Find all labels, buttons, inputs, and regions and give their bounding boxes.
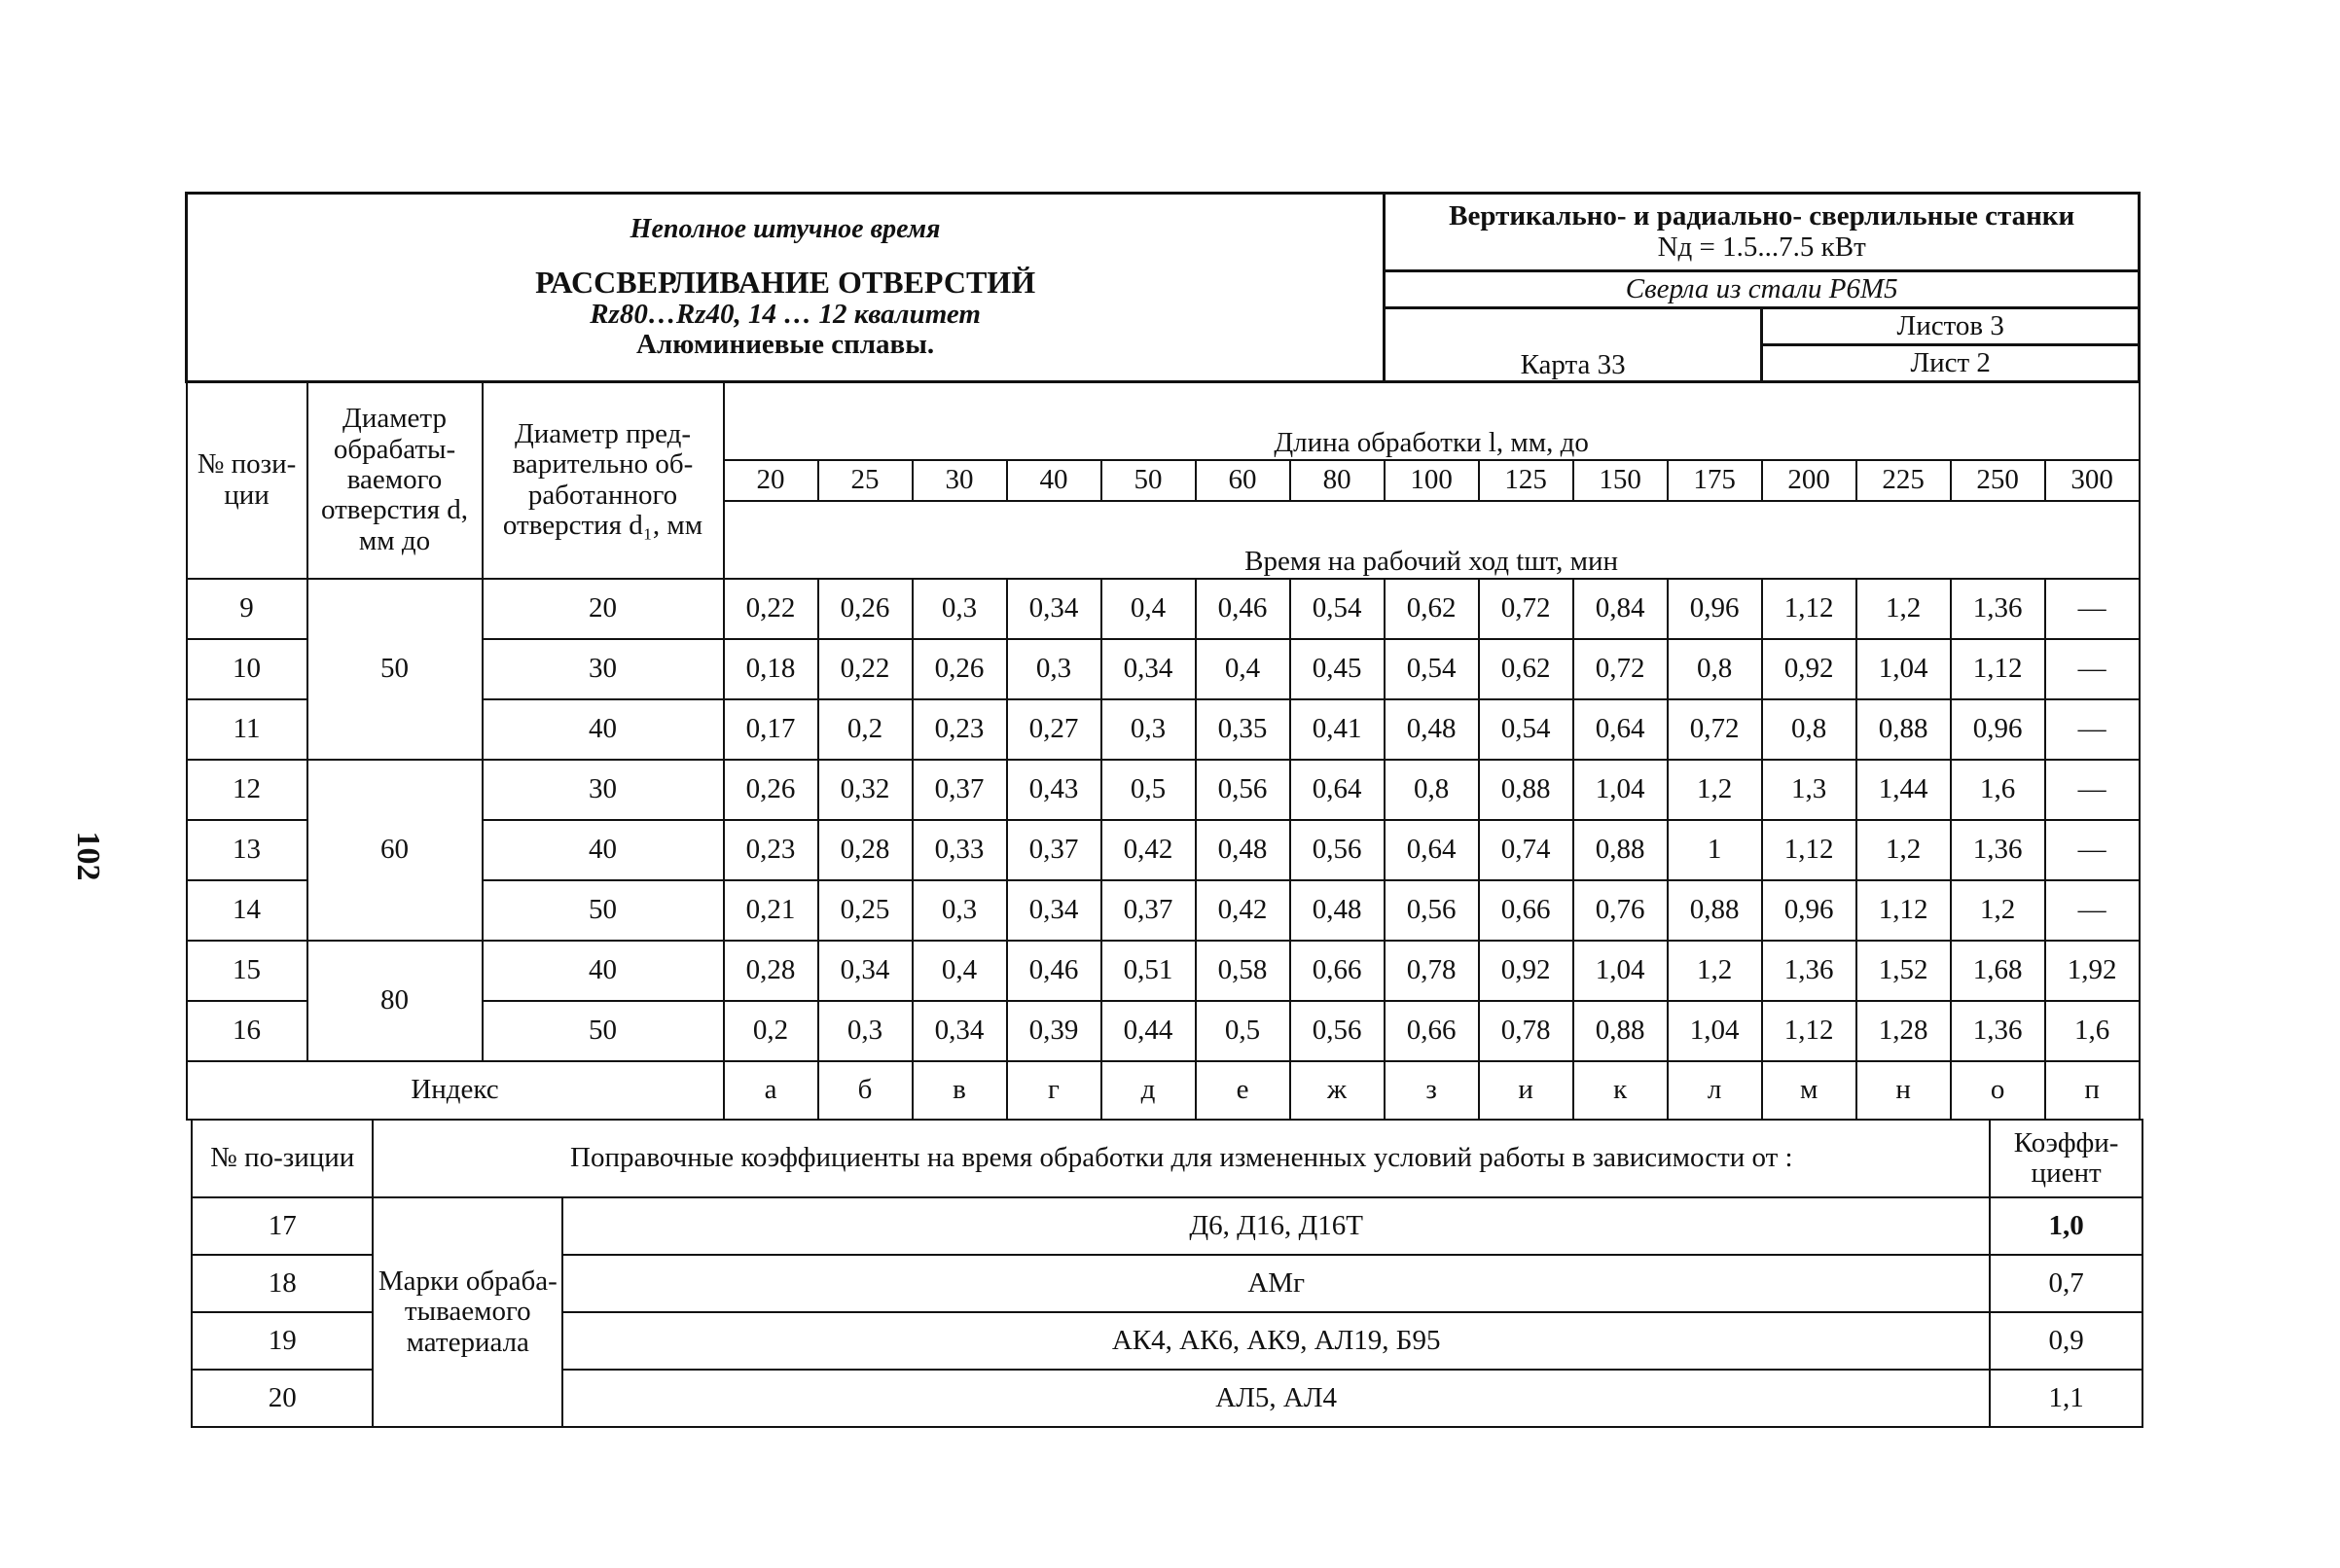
time-cell: 0,2	[818, 699, 913, 760]
time-cell: 0,46	[1196, 579, 1290, 639]
corr-coef: 1,1	[1990, 1370, 2142, 1427]
corr-material: АМг	[562, 1255, 1990, 1312]
time-cell: 0,74	[1479, 820, 1573, 880]
corr-material: Д6, Д16, Д16Т	[562, 1197, 1990, 1255]
row-pos: 12	[187, 760, 307, 820]
power-text: Nд = 1.5...7.5 кВт	[1657, 231, 1866, 263]
time-cell: —	[2045, 760, 2140, 820]
time-cell: 0,42	[1101, 820, 1196, 880]
time-cell: 0,2	[724, 1001, 818, 1061]
index-letter: к	[1573, 1061, 1668, 1120]
corr-pos: 18	[192, 1255, 373, 1312]
index-letter: о	[1951, 1061, 2045, 1120]
page-number: 102	[70, 831, 106, 881]
time-cell: 1,3	[1762, 760, 1856, 820]
time-cell: 0,3	[1007, 639, 1101, 699]
time-cell: 1,36	[1762, 941, 1856, 1001]
length-label: Длина обработки l, мм, до	[724, 382, 2140, 460]
time-cell: 0,35	[1196, 699, 1290, 760]
time-cell: 1	[1668, 820, 1762, 880]
header-machines	[1385, 194, 2140, 271]
time-cell: 0,34	[913, 1001, 1007, 1061]
time-cell: 0,43	[1007, 760, 1101, 820]
time-cell: 0,66	[1290, 941, 1385, 1001]
time-cell: 1,04	[1668, 1001, 1762, 1061]
time-cell: 0,41	[1290, 699, 1385, 760]
time-cell: 0,28	[818, 820, 913, 880]
time-cell: 0,54	[1290, 579, 1385, 639]
corr-row	[192, 1197, 2142, 1255]
corr-pos-header: № по-зиции	[192, 1120, 373, 1197]
index-letter: в	[913, 1061, 1007, 1120]
time-cell: 1,04	[1856, 639, 1951, 699]
correction-table	[191, 1119, 2143, 1428]
header-subtitle: Неполное штучное время	[630, 213, 941, 244]
index-letter: л	[1668, 1061, 1762, 1120]
length-value: 20	[724, 460, 818, 501]
time-cell: 0,72	[1573, 639, 1668, 699]
time-cell: 0,72	[1479, 579, 1573, 639]
time-cell: 0,23	[724, 820, 818, 880]
index-letter: г	[1007, 1061, 1101, 1120]
header-left	[187, 194, 1385, 382]
time-cell: 1,12	[1951, 639, 2045, 699]
header-material: Алюминиевые сплавы.	[636, 328, 935, 360]
header-sheet: Лист 2	[1762, 345, 2140, 382]
time-cell: 1,44	[1856, 760, 1951, 820]
time-cell: 0,3	[913, 880, 1007, 941]
time-cell: 0,96	[1762, 880, 1856, 941]
time-cell: 1,12	[1762, 579, 1856, 639]
index-letter: и	[1479, 1061, 1573, 1120]
time-cell: 0,4	[1196, 639, 1290, 699]
time-cell: 1,36	[1951, 820, 2045, 880]
time-cell: 0,4	[913, 941, 1007, 1001]
row-pos: 14	[187, 880, 307, 941]
length-value: 40	[1007, 460, 1101, 501]
time-cell: 0,8	[1385, 760, 1479, 820]
length-value: 150	[1573, 460, 1668, 501]
time-cell: 0,21	[724, 880, 818, 941]
time-cell: 1,12	[1856, 880, 1951, 941]
time-cell: 1,36	[1951, 1001, 2045, 1061]
machines-text: Вертикально- и радиально- сверлильные станки	[1449, 200, 2075, 232]
index-letter: ж	[1290, 1061, 1385, 1120]
time-cell: 0,54	[1479, 699, 1573, 760]
time-cell: 0,96	[1668, 579, 1762, 639]
time-cell: 0,34	[1007, 579, 1101, 639]
row-pos: 9	[187, 579, 307, 639]
time-cell: 1,2	[1668, 941, 1762, 1001]
length-value: 300	[2045, 460, 2140, 501]
length-value: 80	[1290, 460, 1385, 501]
corr-pos: 17	[192, 1197, 373, 1255]
time-cell: 0,22	[818, 639, 913, 699]
time-cell: 0,45	[1290, 639, 1385, 699]
table-row	[187, 941, 2140, 1001]
time-cell: 0,23	[913, 699, 1007, 760]
time-cell: 1,6	[1951, 760, 2045, 820]
row-pre-diam: 40	[483, 941, 724, 1001]
corr-pos: 20	[192, 1370, 373, 1427]
row-pre-diam: 30	[483, 760, 724, 820]
row-pre-diam: 20	[483, 579, 724, 639]
row-pre-diam: 50	[483, 880, 724, 941]
time-cell: —	[2045, 880, 2140, 941]
time-cell: 0,88	[1856, 699, 1951, 760]
time-cell: 0,66	[1385, 1001, 1479, 1061]
diam-group: 60	[307, 760, 483, 941]
time-cell: 1,28	[1856, 1001, 1951, 1061]
table-row	[187, 579, 2140, 639]
time-cell: 0,64	[1573, 699, 1668, 760]
time-cell: 1,04	[1573, 760, 1668, 820]
diam-group: 50	[307, 579, 483, 760]
time-cell: 1,92	[2045, 941, 2140, 1001]
time-cell: 0,48	[1385, 699, 1479, 760]
time-cell: 0,72	[1668, 699, 1762, 760]
time-cell: 0,56	[1290, 1001, 1385, 1061]
time-cell: 0,56	[1385, 880, 1479, 941]
row-pos: 10	[187, 639, 307, 699]
time-cell: 0,46	[1007, 941, 1101, 1001]
diam-group: 80	[307, 941, 483, 1061]
corr-coef: 1,0	[1990, 1197, 2142, 1255]
time-cell: 0,8	[1668, 639, 1762, 699]
time-cell: 0,37	[1007, 820, 1101, 880]
time-cell: 0,37	[913, 760, 1007, 820]
time-cell: 0,51	[1101, 941, 1196, 1001]
corr-coef: 0,7	[1990, 1255, 2142, 1312]
length-value: 200	[1762, 460, 1856, 501]
time-cell: 1,04	[1573, 941, 1668, 1001]
time-cell: 0,34	[1101, 639, 1196, 699]
time-cell: 1,68	[1951, 941, 2045, 1001]
time-cell: 1,6	[2045, 1001, 2140, 1061]
time-cell: 1,12	[1762, 820, 1856, 880]
time-cell: —	[2045, 639, 2140, 699]
time-cell: 0,5	[1196, 1001, 1290, 1061]
time-cell: 0,88	[1573, 1001, 1668, 1061]
header-title: РАССВЕРЛИВАНИЕ ОТВЕРСТИЙ	[535, 265, 1036, 301]
time-cell: 0,48	[1196, 820, 1290, 880]
time-cell: 0,5	[1101, 760, 1196, 820]
corr-title: Поправочные коэффициенты на время обработки для измененных условий работы в зависимости от :	[373, 1120, 1990, 1197]
time-cell: 0,18	[724, 639, 818, 699]
col-header-pre-diam: Диаметр пред-варительно об-работанного отверстия d₁, мм	[483, 382, 724, 579]
time-cell: 0,27	[1007, 699, 1101, 760]
length-value: 25	[818, 460, 913, 501]
time-cell: 0,76	[1573, 880, 1668, 941]
time-cell: 1,2	[1856, 820, 1951, 880]
time-cell: 0,17	[724, 699, 818, 760]
time-cell: 0,37	[1101, 880, 1196, 941]
index-letter: н	[1856, 1061, 1951, 1120]
corr-group-label: Марки обраба-тываемого материала	[373, 1197, 562, 1427]
length-value: 175	[1668, 460, 1762, 501]
index-letter: п	[2045, 1061, 2140, 1120]
header-card: Карта 33	[1385, 308, 1762, 382]
length-value: 225	[1856, 460, 1951, 501]
header-quality: Rz80…Rz40, 14 … 12 квалитет	[590, 298, 981, 330]
length-value: 60	[1196, 460, 1290, 501]
time-cell: 0,62	[1385, 579, 1479, 639]
time-cell: —	[2045, 699, 2140, 760]
time-cell: 0,88	[1668, 880, 1762, 941]
time-cell: 0,54	[1385, 639, 1479, 699]
row-pre-diam: 40	[483, 699, 724, 760]
time-cell: 0,4	[1101, 579, 1196, 639]
time-cell: 0,88	[1573, 820, 1668, 880]
time-cell: 1,12	[1762, 1001, 1856, 1061]
index-letter: м	[1762, 1061, 1856, 1120]
time-cell: —	[2045, 579, 2140, 639]
time-cell: 0,33	[913, 820, 1007, 880]
header-drill: Сверла из стали Р6М5	[1385, 271, 2140, 308]
time-cell: 0,56	[1196, 760, 1290, 820]
index-letter: з	[1385, 1061, 1479, 1120]
time-cell: 1,2	[1856, 579, 1951, 639]
time-cell: 0,32	[818, 760, 913, 820]
corr-material: АЛ5, АЛ4	[562, 1370, 1990, 1427]
index-letter: е	[1196, 1061, 1290, 1120]
time-cell: 0,26	[913, 639, 1007, 699]
index-label: Индекс	[187, 1061, 724, 1120]
header-sheets-total: Листов 3	[1762, 308, 2140, 345]
time-cell: 1,36	[1951, 579, 2045, 639]
time-cell: 0,58	[1196, 941, 1290, 1001]
row-pos: 13	[187, 820, 307, 880]
row-pre-diam: 50	[483, 1001, 724, 1061]
time-cell: 0,92	[1762, 639, 1856, 699]
time-cell: 0,8	[1762, 699, 1856, 760]
time-cell: 0,66	[1479, 880, 1573, 941]
col-header-diam: Диаметр обрабаты-ваемого отверстия d, мм до	[307, 382, 483, 579]
time-cell: 0,39	[1007, 1001, 1101, 1061]
drilling-time-table	[185, 192, 2141, 1121]
time-cell: 0,25	[818, 880, 913, 941]
time-cell: 0,48	[1290, 880, 1385, 941]
time-cell: —	[2045, 820, 2140, 880]
corr-coef: 0,9	[1990, 1312, 2142, 1370]
time-cell: 0,3	[1101, 699, 1196, 760]
row-pre-diam: 40	[483, 820, 724, 880]
time-cell: 0,34	[1007, 880, 1101, 941]
time-cell: 0,3	[818, 1001, 913, 1061]
time-cell: 0,78	[1385, 941, 1479, 1001]
time-cell: 1,2	[1951, 880, 2045, 941]
length-value: 30	[913, 460, 1007, 501]
corr-pos: 19	[192, 1312, 373, 1370]
corr-coef-header: Коэффи-циент	[1990, 1120, 2142, 1197]
time-cell: 0,62	[1479, 639, 1573, 699]
row-pos: 11	[187, 699, 307, 760]
time-cell: 0,3	[913, 579, 1007, 639]
row-pos: 16	[187, 1001, 307, 1061]
time-cell: 0,88	[1479, 760, 1573, 820]
col-header-pos: № пози-ции	[187, 382, 307, 579]
time-cell: 1,52	[1856, 941, 1951, 1001]
index-letter: д	[1101, 1061, 1196, 1120]
row-pos: 15	[187, 941, 307, 1001]
time-label: Время на рабочий ход tшт, мин	[724, 538, 2140, 579]
time-cell: 0,28	[724, 941, 818, 1001]
length-value: 100	[1385, 460, 1479, 501]
time-cell: 0,26	[724, 760, 818, 820]
time-cell: 0,84	[1573, 579, 1668, 639]
time-cell: 0,42	[1196, 880, 1290, 941]
time-cell: 0,22	[724, 579, 818, 639]
time-cell: 0,26	[818, 579, 913, 639]
time-cell: 0,44	[1101, 1001, 1196, 1061]
length-value: 125	[1479, 460, 1573, 501]
length-value: 250	[1951, 460, 2045, 501]
table-row	[187, 760, 2140, 820]
index-letter: б	[818, 1061, 913, 1120]
time-cell: 1,2	[1668, 760, 1762, 820]
row-pre-diam: 30	[483, 639, 724, 699]
index-letter: а	[724, 1061, 818, 1120]
length-value: 50	[1101, 460, 1196, 501]
time-cell: 0,34	[818, 941, 913, 1001]
time-cell: 0,64	[1290, 760, 1385, 820]
corr-material: АК4, АК6, АК9, АЛ19, Б95	[562, 1312, 1990, 1370]
time-cell: 0,92	[1479, 941, 1573, 1001]
time-cell: 0,96	[1951, 699, 2045, 760]
time-cell: 0,78	[1479, 1001, 1573, 1061]
time-cell: 0,56	[1290, 820, 1385, 880]
time-cell: 0,64	[1385, 820, 1479, 880]
